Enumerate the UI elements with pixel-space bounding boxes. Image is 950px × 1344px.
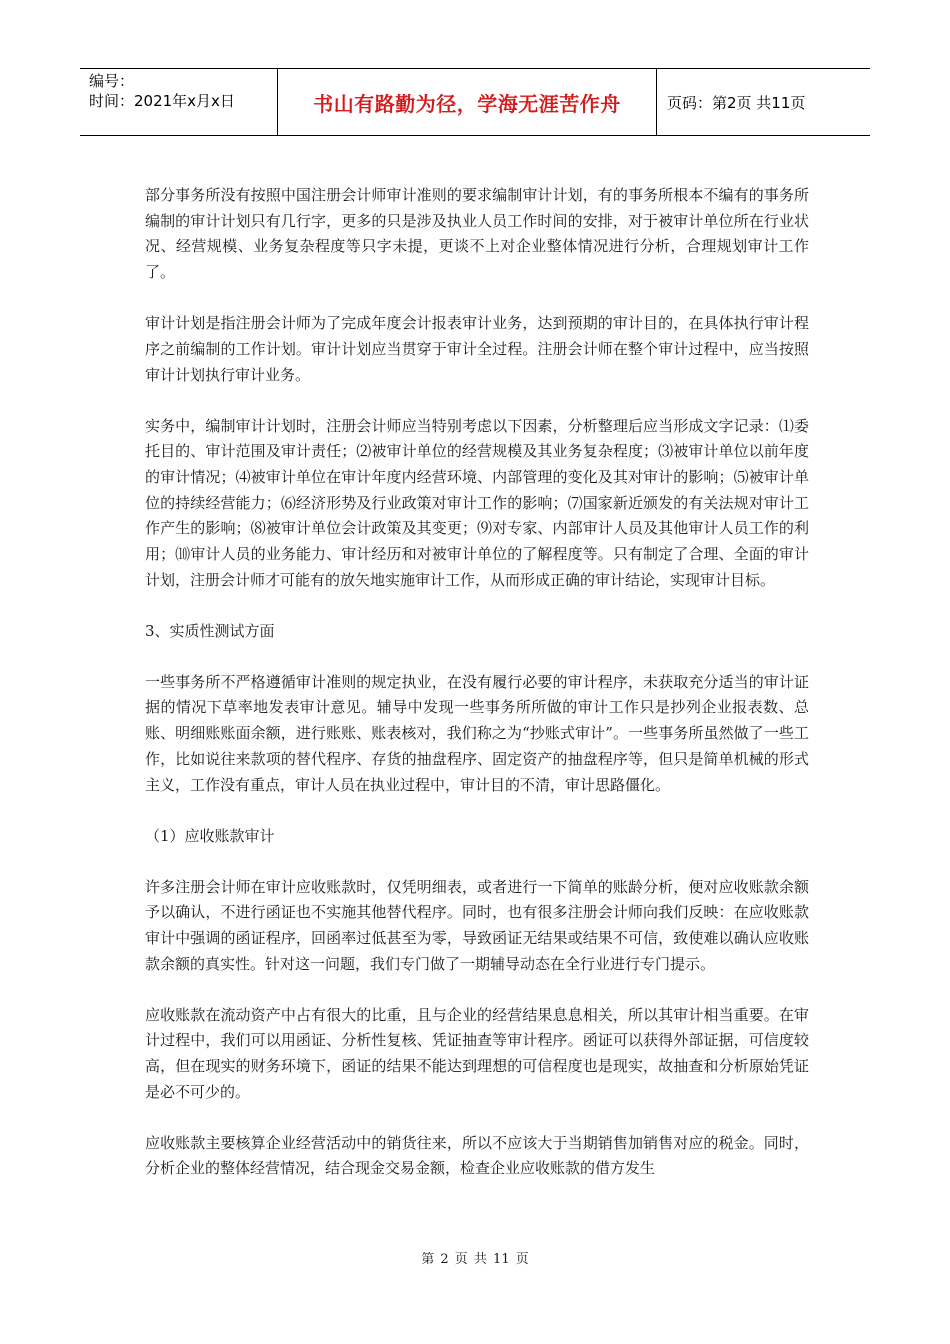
body-paragraph: 审计计划是指注册会计师为了完成年度会计报表审计业务，达到预期的审计目的，在具体执行审计程序之前编制的工作计划。审计计划应当贯穿于审计全过程。注册会计师在整个审计过程中，应当按照审计计划执行审计业务。 [145,314,809,384]
body-paragraph: 部分事务所没有按照中国注册会计师审计准则的要求编制审计计划，有的事务所根本不编有的事务所编制的审计计划只有几行字，更多的只是涉及执业人员工作时间的安排，对于被审计单位所在行业状况、经营规模、业务复杂程度等只字未提，更谈不上对企业整体情况进行分析，合理规划审计工作了。 [145,186,809,282]
document-number-label: 编号： [89,72,135,90]
header-page-info: 页码：第2页 共11页 [667,93,806,112]
page-header [80,68,870,136]
body-paragraph: 应收账款在流动资产中占有很大的比重，且与企业的经营结果息息相关，所以其审计相当重要。在审计过程中，我们可以用函证、分析性复核、凭证抽查等审计程序。函证可以获得外部证据，可信度较高，但在现实的财务环境下，函证的结果不能达到理想的可信程度也是现实，故抽查和分析原始凭证是必不可少的。 [145,1005,809,1101]
document-body [145,183,809,1207]
header-motto: 书山有路勤为径，学海无涯苦作舟 [278,69,657,135]
body-paragraph: 一些事务所不严格遵循审计准则的规定执业，在没有履行必要的审计程序，未获取充分适当的审计证据的情况下草率地发表审计意见。辅导中发现一些事务所所做的审计工作只是抄列企业报表数、总账、明细账账面余额，进行账账、账表核对，我们称之为“抄账式审计”。一些事务所虽然做了一些工作，比如说往来款项的替代程序、存货的抽盘程序、固定资产的抽盘程序等，但只是简单机械的形式主义，工作没有重点，审计人员在执业过程中，审计目的不清，审计思路僵化。 [145,672,809,794]
header-meta [80,69,278,135]
subsection-heading: （1）应收账款审计 [145,826,275,845]
body-paragraph: 实务中，编制审计计划时，注册会计师应当特别考虑以下因素，分析整理后应当形成文字记录：⑴委托目的、审计范围及审计责任；⑵被审计单位的经营规模及其业务复杂程度；⑶被审计单位以前年度的审计情况；⑷被审计单位在审计年度内经营环境、内部管理的变化及其对审计的影响；⑸被审计单位的持续经营能力；⑹经济形势及行业政策对审计工作的影响；⑺国家新近颁发的有关法规对审计工作产生的影响；⑻被审计单位会计政策及其变更；⑼对专家、内部审计人员及其他审计人员工作的利用；⑽审计人员的业务能力、审计经历和对被审计单位的了解程度等。只有制定了合理、全面的审计计划，注册会计师才可能有的放矢地实施审计工作，从而形成正确的审计结论，实现审计目标。 [145,416,809,589]
body-paragraph: 许多注册会计师在审计应收账款时，仅凭明细表，或者进行一下简单的账龄分析，便对应收账款余额予以确认，不进行函证也不实施其他替代程序。同时，也有很多注册会计师向我们反映：在应收账款审计中强调的函证程序，回函率过低甚至为零，导致函证无结果或结果不可信，致使难以确认应收账款余额的真实性。针对这一问题，我们专门做了一期辅导动态在全行业进行专门提示。 [145,877,809,973]
page-footer: 第 2 页 共 11 页 [421,1252,529,1267]
body-paragraph: 应收账款主要核算企业经营活动中的销货往来，所以不应该大于当期销售加销售对应的税金。同时，分析企业的整体经营情况，结合现金交易金额，检查企业应收账款的借方发生 [145,1133,809,1178]
document-date: 时间：2021年x月x日 [89,92,235,110]
section-heading: 3、实质性测试方面 [145,621,275,640]
